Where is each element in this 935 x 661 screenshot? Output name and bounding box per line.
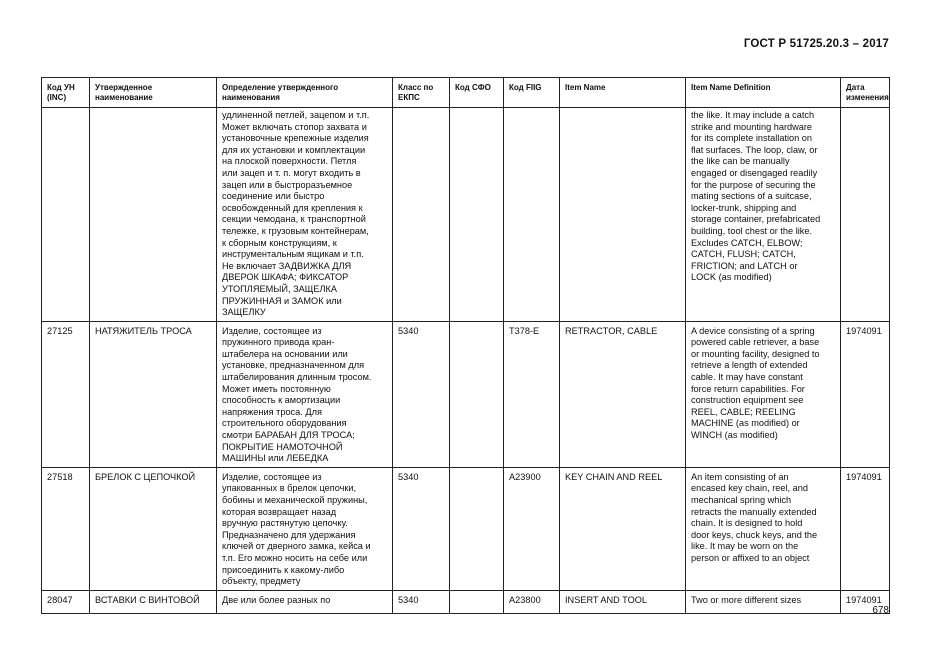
cell-definition-ru: удлиненной петлей, зацепом и т.п. Может включать стопор захвата и установочные крепежные изделия для их установки и комплектации на плоской поверхности. Петля или зацеп и т. п. могут входить в зацеп или в быстроразъемное соединение или быстро освобожденный для крепления к секции чемодана, к транспортной тележке, к грузовым контейнерам, к сборным конструкциям, к инструментальным ящикам и т.п. Не включает ЗАДВИЖКА ДЛЯ ДВЕРОК ШКАФА; ФИКСАТОР УТОПЛЯЕМЫЙ, ЗАЩЕЛКА ПРУЖИННАЯ и ЗАМОК или ЗАЩЕЛКУ bbox=[217, 108, 393, 322]
table-row bbox=[42, 321, 890, 467]
cell-item-name-definition: A device consisting of a spring powered cable retriever, a base or mounting facility, designed to retrieve a length of extended cable. It may have constant force return capabilities. For construction equipment see REEL, CABLE; REELING MACHINE (as modified) or WINCH (as modified) bbox=[686, 321, 841, 467]
cell-change-date: 1974091 bbox=[841, 467, 890, 590]
cell-inc bbox=[42, 108, 90, 322]
table-header-row bbox=[42, 78, 890, 108]
cell-sfo-code bbox=[450, 590, 504, 613]
cell-fiig-code bbox=[504, 108, 560, 322]
cell-item-name-definition: An item consisting of an encased key chain, reel, and mechanical spring which retracts the manually extended chain. It is designed to hold door keys, chuck keys, and the like. It may be worn on the person or affixed to an object bbox=[686, 467, 841, 590]
cell-approved-name: ВСТАВКИ С ВИНТОВОЙ bbox=[90, 590, 217, 613]
table-row bbox=[42, 108, 890, 322]
nomenclature-table bbox=[41, 77, 890, 614]
cell-inc: 27125 bbox=[42, 321, 90, 467]
column-header-definition-ru: Определение утвержденного наименования bbox=[217, 78, 393, 108]
cell-approved-name: НАТЯЖИТЕЛЬ ТРОСА bbox=[90, 321, 217, 467]
cell-change-date bbox=[841, 108, 890, 322]
column-header-approved-name: Утвержденное наименование bbox=[90, 78, 217, 108]
cell-change-date: 1974091 bbox=[841, 590, 890, 613]
cell-sfo-code bbox=[450, 321, 504, 467]
cell-item-name bbox=[560, 108, 686, 322]
cell-ekps-class: 5340 bbox=[393, 590, 450, 613]
cell-approved-name bbox=[90, 108, 217, 322]
column-header-fiig-code: Код FIIG bbox=[504, 78, 560, 108]
cell-sfo-code bbox=[450, 108, 504, 322]
cell-fiig-code: T378-E bbox=[504, 321, 560, 467]
document-header: ГОСТ Р 51725.20.3 – 2017 bbox=[743, 38, 889, 50]
cell-sfo-code bbox=[450, 467, 504, 590]
table-row bbox=[42, 467, 890, 590]
column-header-change-date: Дата изменения bbox=[841, 78, 890, 108]
cell-item-name-definition: Two or more different sizes bbox=[686, 590, 841, 613]
cell-definition-ru: Изделие, состоящее из пружинного привода кран- штабелера на основании или установке, предназначенном для штабелирования длинным тросом. Может иметь постоянную способность к амортизации напряжения троса. Для строительного оборудования смотри БАРАБАН ДЛЯ ТРОСА; ПОКРЫТИЕ НАМОТОЧНОЙ МАШИНЫ или ЛЕБЕДКА bbox=[217, 321, 393, 467]
cell-ekps-class bbox=[393, 108, 450, 322]
cell-approved-name: БРЕЛОК С ЦЕПОЧКОЙ bbox=[90, 467, 217, 590]
cell-ekps-class: 5340 bbox=[393, 321, 450, 467]
cell-inc: 27518 bbox=[42, 467, 90, 590]
column-header-item-name: Item Name bbox=[560, 78, 686, 108]
cell-inc: 28047 bbox=[42, 590, 90, 613]
cell-item-name-definition: the like. It may include a catch strike and mounting hardware for its complete installation on flat surfaces. The loop, claw, or the like can be manually engaged or disengaged readily for the purpose of securing the mating sections of a suitcase, locker-trunk, shipping and storage container, prefabricated building, tool chest or the like. Excludes CATCH, ELBOW; CATCH, FLUSH; CATCH, FRICTION; and LATCH or LOCK (as modified) bbox=[686, 108, 841, 322]
cell-change-date: 1974091 bbox=[841, 321, 890, 467]
cell-definition-ru: Две или более разных по bbox=[217, 590, 393, 613]
column-header-inc: Код УН (INC) bbox=[42, 78, 90, 108]
column-header-sfo-code: Код СФО bbox=[450, 78, 504, 108]
cell-ekps-class: 5340 bbox=[393, 467, 450, 590]
page-number: 678 bbox=[872, 605, 889, 616]
cell-fiig-code: A23900 bbox=[504, 467, 560, 590]
column-header-ekps-class: Класс по ЕКПС bbox=[393, 78, 450, 108]
cell-definition-ru: Изделие, состоящее из упакованных в брелок цепочки, бобины и механической пружины, которая возвращает назад вручную растянутую цепочку. Предназначено для удержания ключей от дверного замка, кейса и т.п. Его можно носить на себе или присоединить к какому-либо объекту, предмету bbox=[217, 467, 393, 590]
column-header-item-name-definition: Item Name Definition bbox=[686, 78, 841, 108]
cell-item-name: RETRACTOR, CABLE bbox=[560, 321, 686, 467]
table-row bbox=[42, 590, 890, 613]
cell-fiig-code: A23800 bbox=[504, 590, 560, 613]
cell-item-name: INSERT AND TOOL bbox=[560, 590, 686, 613]
cell-item-name: KEY CHAIN AND REEL bbox=[560, 467, 686, 590]
